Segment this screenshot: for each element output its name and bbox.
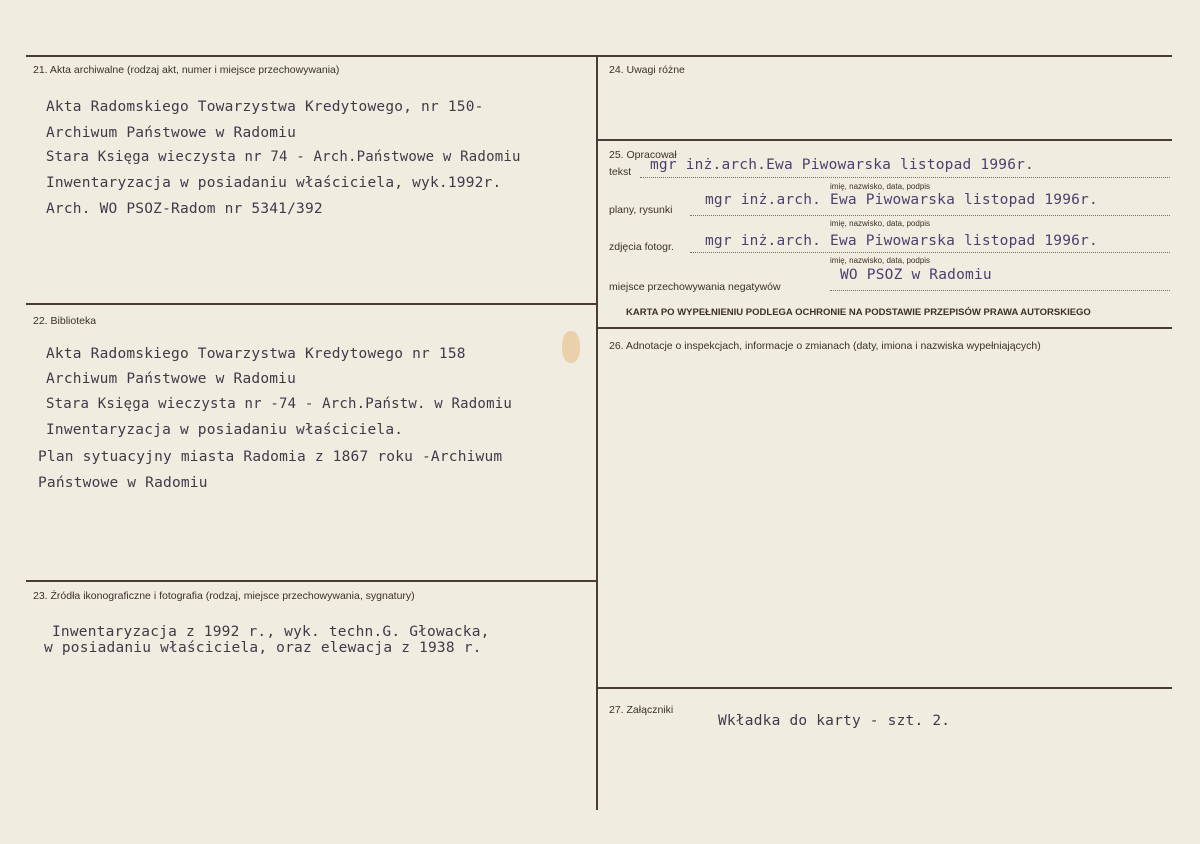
divider-21-22	[26, 303, 597, 305]
section-25-label: 25. Opracował	[609, 149, 677, 161]
tekst-dotted-line	[640, 177, 1170, 178]
section-23-label: 23. Źródła ikonograficzne i fotografia (rodzaj, miejsce przechowywania, sygnatury)	[33, 590, 415, 602]
s23-line-2: w posiadaniu właściciela, oraz elewacja z 1938 r.	[44, 640, 482, 656]
s21-line-4: Inwentaryzacja w posiadaniu właściciela, wyk.1992r.	[46, 175, 502, 191]
s21-line-1: Akta Radomskiego Towarzystwa Kredytowego, nr 150-	[46, 99, 484, 115]
copyright-notice: KARTA PO WYPEŁNIENIU PODLEGA OCHRONIE NA PODSTAWIE PRZEPISÓW PRAWA AUTORSKIEGO	[626, 307, 1091, 318]
plany-caption: imię, nazwisko, data, podpis	[830, 219, 931, 228]
s22-line-3: Stara Księga wieczysta nr -74 - Arch.Państw. w Radomiu	[46, 396, 512, 412]
s22-line-1: Akta Radomskiego Towarzystwa Kredytowego nr 158	[46, 346, 466, 362]
s23-line-1: Inwentaryzacja z 1992 r., wyk. techn.G. Głowacka,	[52, 624, 490, 640]
s22-line-5: Plan sytuacyjny miasta Radomia z 1867 roku -Archiwum	[38, 449, 503, 465]
s21-line-2: Archiwum Państwowe w Radomiu	[46, 125, 297, 141]
s21-line-5: Arch. WO PSOZ-Radom nr 5341/392	[46, 201, 323, 217]
section-22-label: 22. Biblioteka	[33, 315, 97, 327]
negatywy-value: WO PSOZ w Radomiu	[840, 267, 992, 283]
paper-stain	[562, 331, 580, 363]
divider-26-27	[597, 687, 1172, 689]
tekst-label: tekst	[609, 166, 632, 178]
s22-line-4: Inwentaryzacja w posiadaniu właściciela.	[46, 422, 404, 438]
s21-line-3: Stara Księga wieczysta nr 74 - Arch.Państwowe w Radomiu	[46, 149, 521, 165]
s22-line-6: Państwowe w Radomiu	[38, 475, 208, 491]
negatywy-dotted-line	[830, 290, 1170, 291]
zdjecia-caption: imię, nazwisko, data, podpis	[830, 256, 931, 265]
section-24-label: 24. Uwagi różne	[609, 64, 685, 76]
top-border	[26, 55, 1172, 57]
s27-value: Wkładka do karty - szt. 2.	[718, 713, 951, 729]
negatywy-label: miejsce przechowywania negatywów	[609, 281, 781, 293]
divider-24-25	[597, 139, 1172, 141]
zdjecia-dotted-line	[690, 252, 1170, 253]
section-21-label: 21. Akta archiwalne (rodzaj akt, numer i miejsce przechowywania)	[33, 64, 340, 76]
divider-25-26	[597, 327, 1172, 329]
zdjecia-label: zdjęcia fotogr.	[609, 241, 674, 253]
zdjecia-value: mgr inż.arch. Ewa Piwowarska listopad 1996r.	[705, 233, 1098, 249]
plany-label: plany, rysunki	[609, 204, 673, 216]
section-26-label: 26. Adnotacje o inspekcjach, informacje o zmianach (daty, imiona i nazwiska wypełniających)	[609, 340, 1041, 352]
tekst-value: mgr inż.arch.Ewa Piwowarska listopad 1996r.	[650, 157, 1034, 173]
divider-22-23	[26, 580, 597, 582]
s22-line-2: Archiwum Państwowe w Radomiu	[46, 371, 297, 387]
plany-dotted-line	[690, 215, 1170, 216]
center-divider	[596, 55, 598, 810]
section-27-label: 27. Załączniki	[609, 704, 674, 716]
tekst-caption: imię, nazwisko, data, podpis	[830, 182, 931, 191]
plany-value: mgr inż.arch. Ewa Piwowarska listopad 1996r.	[705, 192, 1098, 208]
